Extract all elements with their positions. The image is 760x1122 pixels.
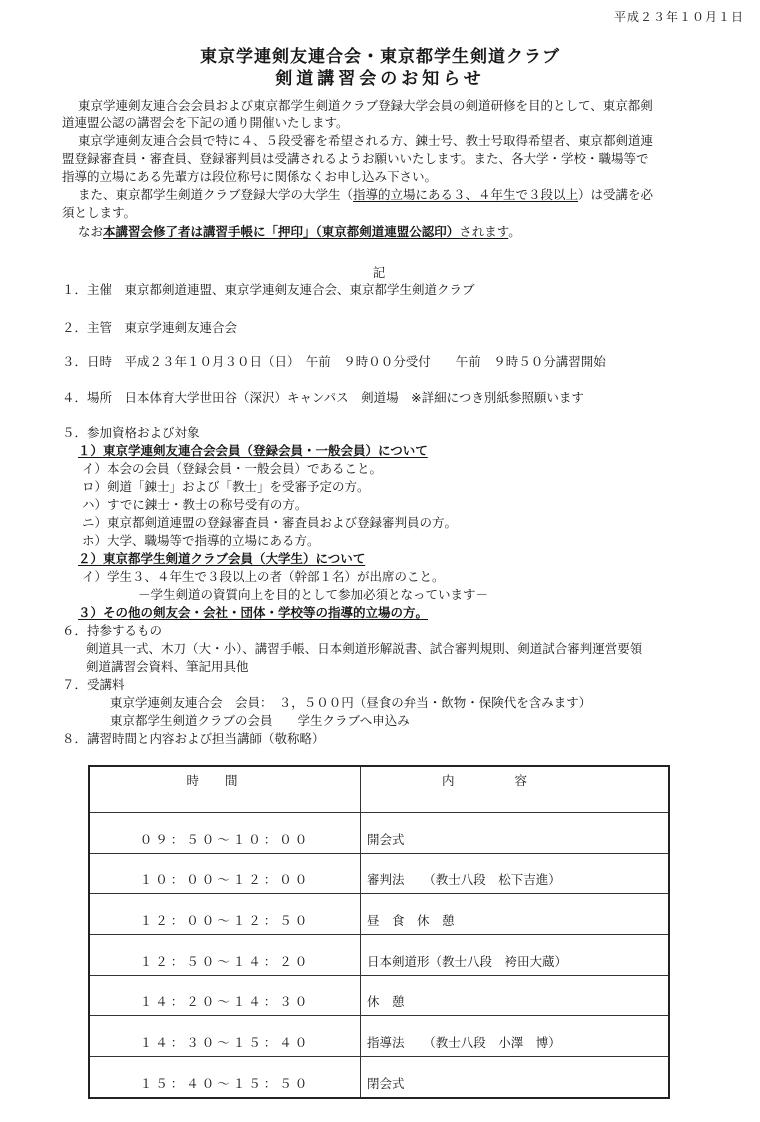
schedule-time: １０：００～１２：００ [89,853,361,894]
schedule-table [88,765,670,1099]
intro-p4-text-a: なお [78,224,104,239]
item-venue: ４．場所 日本体育大学世田谷（深沢）キャンパス 剣道場 ※詳細につき別紙参照願います [62,390,584,405]
schedule-content: 審判法 （教士八段 松下吉進） [361,853,670,894]
item-datetime: ３．日時 平成２３年１０月３０日（日） 午前 ９時００分受付 午前 ９時５０分講習開始 [62,354,606,369]
schedule-header-row [89,766,669,813]
eligibility-1-i: イ）本会の会員（登録会員・一般会員）であること。 [82,461,383,476]
title-line-2: 剣道講習会のお知らせ [275,69,485,89]
eligibility-1-ho: ホ）大学、職場等で指導的立場にある方。 [82,533,320,548]
eligibility-2-note: －学生剣道の資質向上を目的として参加必須となっています－ [138,587,489,602]
intro-p2-line2: 盟登録審査員・審査員、登録審判員は受講されるようお願いいたします。また、各大学・学校・職場等で [62,151,649,166]
schedule-header-time: 時間 [186,773,264,788]
item-belongings: ６．持参するもの [62,623,163,638]
intro-p4-text-c: されます [459,224,509,239]
intro-p1-line2: 道連盟公認の講習会を下記の通り開催いたします。 [62,115,349,130]
schedule-row [89,1016,669,1057]
schedule-content: 休 憩 [361,975,670,1016]
ki-heading: 記 [372,265,388,280]
eligibility-group-1: １）東京学連剣友連合会会員（登録会員・一般会員）について [78,443,428,458]
intro-p2-line1: 東京学連剣友連合会員で特に４、５段受審を希望される方、錬士号、教士号取得希望者、東京都剣道連 [78,133,654,148]
schedule-row [89,853,669,894]
schedule-content: 開会式 [361,813,670,854]
belongings-line-2: 剣道講習会資料、筆記用具他 [86,659,249,674]
intro-p4-text-d: 。 [508,224,521,239]
document-date: 平成２３年１０月１日 [613,10,744,24]
intro-p1-line1: 東京学連剣友連合会会員および東京都学生剣道クラブ登録大学会員の剣道研修を目的として、東京都剣 [78,98,653,113]
item-schedule: ８．講習時間と内容および担当講師（敬称略） [62,731,325,746]
item-organizer: １．主催 東京都剣道連盟、東京学連剣友連合会、東京都学生剣道クラブ [62,282,475,297]
schedule-header-content: 内容 [361,766,670,813]
fee-line-1: 東京学連剣友連合会 会員： ３，５００円（昼食の弁当・飲物・保険代を含みます） [110,695,592,710]
item-eligibility: ５．参加資格および対象 [62,425,200,440]
intro-p4-emphasis: 本講習会修了者は講習手帳に「押印」（東京都剣道連盟公認印） [103,224,460,239]
intro-p3-line2: 須とします。 [62,205,137,220]
schedule-content: 日本剣道形（教士八段 袴田大蔵） [361,934,670,975]
schedule-row [89,813,669,854]
belongings-line-1: 剣道具一式、木刀（大・小）、講習手帳、日本剣道形解説書、試合審判規則、剣道試合審判運営要領 [86,641,643,656]
schedule-time: １２：００～１２：５０ [89,894,361,935]
intro-p3-emphasis: 指導的立場にある３、４年生で３段以上 [353,187,579,202]
intro-p2-line3: 指導的立場にある先輩方は段位称号に関係なくお申し込み下さい。 [62,169,438,184]
eligibility-1-ha: ハ）すでに錬士・教士の称号受有の方。 [82,497,308,512]
intro-p3-text-a: また、東京都学生剣道クラブ登録大学の大学生（ [78,187,354,202]
schedule-time: １２：５０～１４：２０ [89,934,361,975]
schedule-time: ０９：５０～１０：００ [89,813,361,854]
intro-p4 [78,223,521,241]
schedule-row [89,975,669,1016]
schedule-content: 指導法 （教士八段 小澤 博） [361,1016,670,1057]
eligibility-group-2: ２）東京都学生剣道クラブ会員（大学生）について [78,551,366,566]
schedule-content: 昼 食 休 憩 [361,894,670,935]
eligibility-1-ni: ニ）東京都剣道連盟の登録審査員・審査員および登録審判員の方。 [82,515,458,530]
item-manager: ２．主管 東京学連剣友連合会 [62,320,238,335]
schedule-row [89,1056,669,1098]
schedule-time: １４：２０～１４：３０ [89,975,361,1016]
schedule-time: １４：３０～１５：４０ [89,1016,361,1057]
intro-p3-line1 [78,186,653,204]
title-line-1: 東京学連剣友連合会・東京都学生剣道クラブ [200,47,560,67]
schedule-time: １５：４０～１５：５０ [89,1056,361,1098]
fee-line-2: 東京都学生剣道クラブの会員 学生クラブへ申込み [110,713,410,728]
item-fee: ７．受講料 [62,677,125,692]
eligibility-2-i: イ）学生３、４年生で３段以上の者（幹部１名）が出席のこと。 [82,569,445,584]
schedule-row [89,934,669,975]
eligibility-1-ro: ロ）剣道「錬士」および「教士」を受審予定の方。 [82,479,370,494]
eligibility-group-3: ３）その他の剣友会・会社・団体・学校等の指導的立場の方。 [78,605,429,620]
schedule-content: 閉会式 [361,1056,670,1098]
intro-p3-text-c: ）は受講を必 [578,187,654,202]
schedule-row [89,894,669,935]
